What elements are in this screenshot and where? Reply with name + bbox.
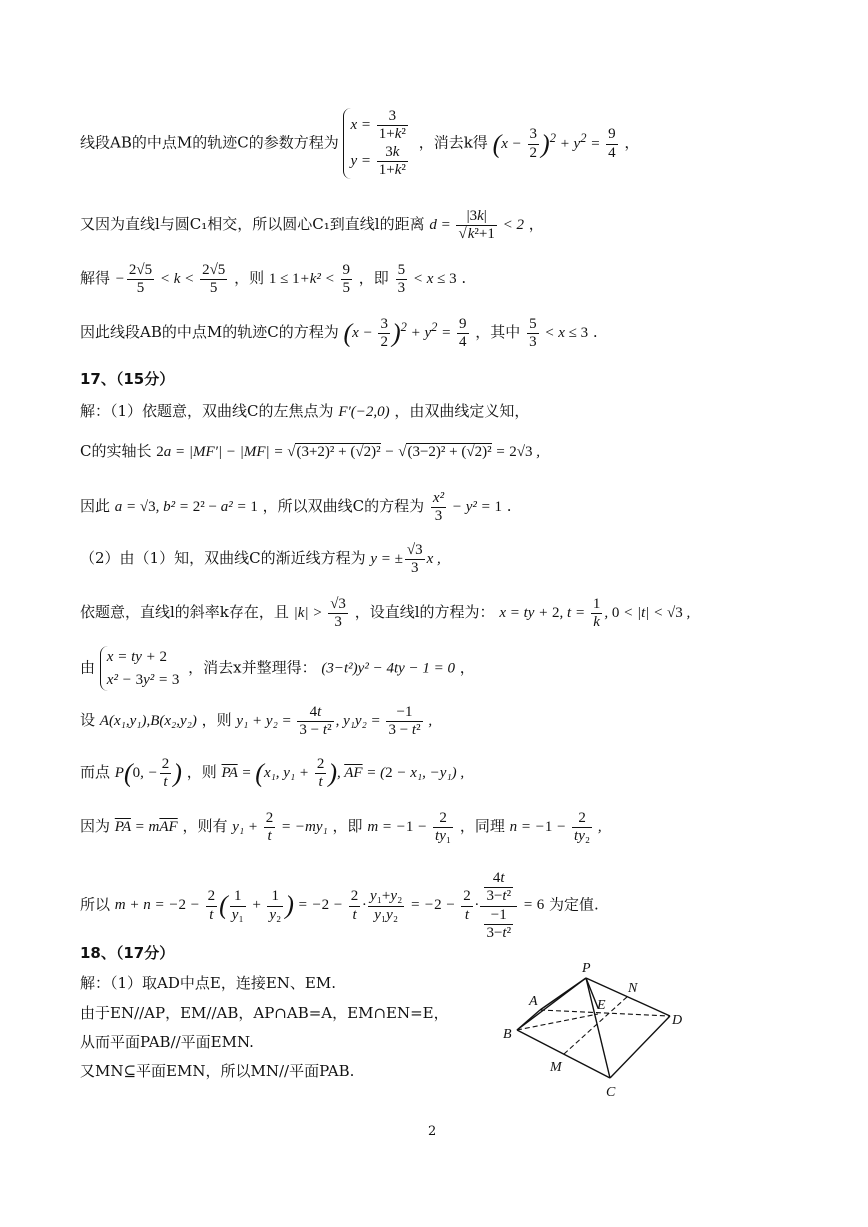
text: ，同理: [459, 817, 505, 836]
solution-line-18-3: 从而平面PAB//平面EMN.: [80, 1033, 254, 1051]
trajectory-eq: (x − $\frac{3}{2}$ )$^2 + y^2$ = $\frac{9}{4}$: [492, 126, 616, 161]
text: 为定值.: [548, 895, 599, 914]
text: ，即: [358, 269, 389, 288]
solution-line-axis-length: [80, 444, 540, 460]
k-range: − $\frac{2√5}{5}$ < k < $\frac{2√5}{5}$: [114, 262, 226, 297]
slope-condition: |k| > $\frac{√3}{3}$: [293, 596, 346, 631]
asymptote-eq: y = ± $\frac{√3}{3}$ x ,: [370, 542, 441, 577]
text: 由: [80, 658, 96, 677]
vector-eq: $\overline{PA} = (x_1$, y₁ + $\frac{2}{t}$ ), $\overline{AF} = (2 - x_1$, −y₁) ,: [221, 756, 465, 791]
n-value: n = −1 − $\frac{2}{\text{ty₂}}$ ,: [509, 810, 602, 845]
text: ，则: [201, 711, 232, 730]
solution-line-system: [80, 646, 475, 691]
vector-relation: $\overline{PA} = m\overline{AF}$: [114, 819, 178, 836]
text: ，则: [234, 269, 265, 288]
text: ，即: [332, 817, 363, 836]
sum-eq: m + n = −2 − $\frac{2}{t}$ ( $\frac{1}{\text{y₁}}$ + $\frac{1}{\text{y₂}}$ ) = −2 − $\frac{2}{t}$ · $\frac{\text{y₁+y₂}}{\text{y₁y₂}}$ = −2 − $\frac{2}{t}$ · $\frac{\frac{4t}{\text{3−t²}}}{\frac{-1}{\text{3−t²}}}$ = 6: [114, 870, 545, 941]
label-d: D: [672, 1013, 683, 1028]
text: 因为: [80, 817, 111, 836]
solution-line-18-4: 又MN⊆平面EMN，所以MN//平面PAB.: [80, 1062, 355, 1080]
text: .: [506, 497, 512, 516]
text: ，消去x并整理得：: [188, 658, 317, 677]
solution-line-slope: [80, 596, 690, 632]
text: 又因为直线l与圆C₁相交，所以圆心C₁到直线l的距离: [80, 215, 425, 234]
solution-line-18-2: 由于EN//AP，EM//AB，AP∩AB=A，EM∩EN=E，: [80, 1004, 449, 1022]
line-eq: x = ty + 2, t = $\frac{1}{k}$ , 0 < |t| < √3 ,: [499, 596, 691, 631]
text: ，消去k得: [418, 133, 488, 152]
text: 线段AB的中点M的轨迹C的参数方程为: [80, 133, 339, 152]
axis-length-eq: 2a = |MF′| − |MF| = √(3+2)² + (√2)² − √(3−2)² + (√2)² = 2√3 ,: [156, 444, 540, 460]
label-e: E: [597, 998, 606, 1013]
solution-line-mn: [80, 810, 602, 846]
solution-line-distance: [80, 208, 544, 244]
param-system: x = $\frac{3}{\text{1+k²}}$ y = $\frac{3k}{\text{1+k²}}$: [343, 108, 409, 179]
text: 所以: [80, 895, 111, 914]
text: 因此: [80, 497, 111, 516]
text: 因此线段AB的中点M的轨迹C的方程为: [80, 323, 339, 342]
text: ，其中: [475, 323, 521, 342]
solution-line-param-eq: [80, 108, 639, 179]
question-heading-17: 17、（15分）: [80, 370, 175, 388]
x-range-final: $\frac{5}{3}$ < x ≤ 3: [529, 316, 589, 351]
point-p: P(0, − $\frac{2}{t}$ ): [114, 756, 182, 791]
text: .: [461, 269, 467, 288]
solution-line-range: [80, 262, 466, 298]
y1-relation: y₁ + $\frac{2}{t}$ = −my₁: [232, 810, 328, 845]
text: ，设直线l的方程为：: [354, 603, 495, 622]
text: ，则: [186, 763, 217, 782]
solution-line-sum: [80, 870, 599, 942]
text: 设: [80, 711, 96, 730]
text: 解：（1）依题意，双曲线C的左焦点为: [80, 402, 334, 420]
points-ab: A(x₁,y₁),B(x₂,y₂): [99, 713, 197, 730]
text: C的实轴长: [80, 442, 152, 460]
solution-line-hyperbola: [80, 490, 512, 526]
page-number: 2: [428, 1124, 437, 1139]
solution-line-18-1: 解：（1）取AD中点E，连接EN、EM.: [80, 974, 337, 992]
label-b: B: [503, 1027, 512, 1042]
solution-line-vieta: [80, 704, 432, 740]
solution-line-vectors: [80, 756, 464, 792]
label-a: A: [529, 994, 538, 1009]
x-range: $\frac{5}{3}$ < x ≤ 3: [397, 262, 457, 297]
text: 而点: [80, 763, 111, 782]
quadratic-eq: (3−t²)y² − 4ty − 1 = 0: [321, 660, 456, 677]
text: ，: [459, 658, 475, 677]
ab-values: a = √3, b² = 2² − a² = 1: [114, 499, 258, 516]
solution-line-conclusion: [80, 316, 598, 352]
distance-formula: d = $\frac{|3k|}{\text{√k²+1}}$ < 2: [429, 208, 524, 243]
solution-line-asymptote: [80, 542, 441, 578]
text: （2）由（1）知，双曲线C的渐近线方程为: [80, 549, 366, 568]
text: .: [592, 323, 598, 342]
text: ，所以双曲线C的方程为: [262, 497, 425, 516]
label-c: C: [606, 1085, 616, 1100]
k2-range: 1 ≤ 1+k² < $\frac{9}{5}$: [268, 262, 351, 297]
m-value: m = −1 − $\frac{2}{\text{ty₁}}$: [367, 810, 452, 845]
text: ，由双曲线定义知，: [394, 402, 530, 420]
label-n: N: [628, 981, 638, 996]
text: ，: [528, 215, 544, 234]
text: 解得: [80, 269, 111, 288]
pyramid-figure: [500, 958, 700, 1103]
label-m: M: [550, 1060, 562, 1075]
focus-point: F′(−2,0): [338, 404, 390, 420]
label-p: P: [582, 961, 591, 976]
text: ，则有: [182, 817, 228, 836]
text: ，: [624, 133, 640, 152]
solution-line-focus: [80, 404, 529, 420]
question-heading-18: 18、（17分）: [80, 944, 175, 962]
system: x = ty + 2 x² − 3y² = 3: [100, 646, 180, 691]
vieta-eq: y₁ + y₂ = $\frac{4t}{\text{3 − t²}}$ , y₁y₂ = $\frac{-1}{\text{3 − t²}}$ ,: [236, 704, 433, 739]
hyperbola-eq: $\frac{\text{x²}}{3}$ − y² = 1: [432, 490, 502, 525]
text: 依题意，直线l的斜率k存在，且: [80, 603, 289, 622]
trajectory-eq-final: (x − $\frac{3}{2}$ )$^2 + y^2$ = $\frac{9}{4}$: [343, 316, 467, 351]
